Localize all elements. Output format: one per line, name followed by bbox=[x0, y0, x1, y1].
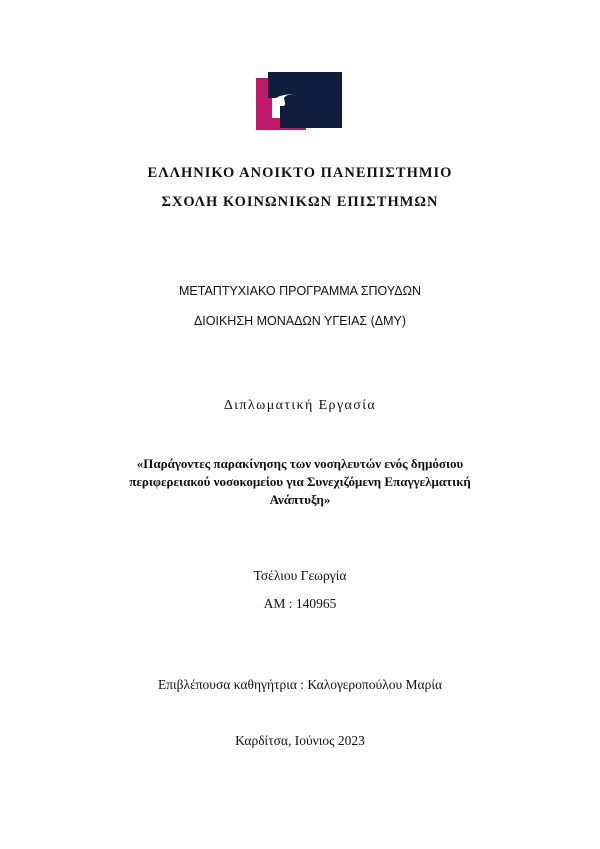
thesis-title: «Παράγοντες παρακίνησης των νοσηλευτών ενός δημόσιου περιφερειακού νοσοκομείου για Συνεχιζόμενη Επαγγελματική Ανάπτυξη» bbox=[129, 456, 471, 507]
author-name: Τσέλιου Γεωργία bbox=[253, 568, 347, 583]
place-date: Καρδίτσα, Ιούνιος 2023 bbox=[235, 733, 365, 748]
program-name: ΔΙΟΙΚΗΣΗ ΜΟΝΑΔΩΝ ΥΓΕΙΑΣ (ΔΜΥ) bbox=[193, 314, 407, 328]
supervisor: Επιβλέπουσα καθηγήτρια : Καλογεροπούλου Μαρία bbox=[157, 677, 443, 692]
thesis-type: Διπλωματική Εργασία bbox=[223, 398, 377, 413]
school-name: ΣΧΟΛΗ ΚΟΙΝΩΝΙΚΩΝ ΕΠΙΣΤΗΜΩΝ bbox=[161, 194, 439, 210]
university-logo bbox=[256, 72, 346, 130]
student-id: ΑΜ : 140965 bbox=[263, 596, 337, 611]
program-title: ΜΕΤΑΠΤΥΧΙΑΚΟ ΠΡΟΓΡΑΜΜΑ ΣΠΟΥΔΩΝ bbox=[179, 284, 421, 298]
university-name: ΕΛΛΗΝΙΚΟ ΑΝΟΙΚΤΟ ΠΑΝΕΠΙΣΤΗΜΙΟ bbox=[147, 165, 453, 181]
